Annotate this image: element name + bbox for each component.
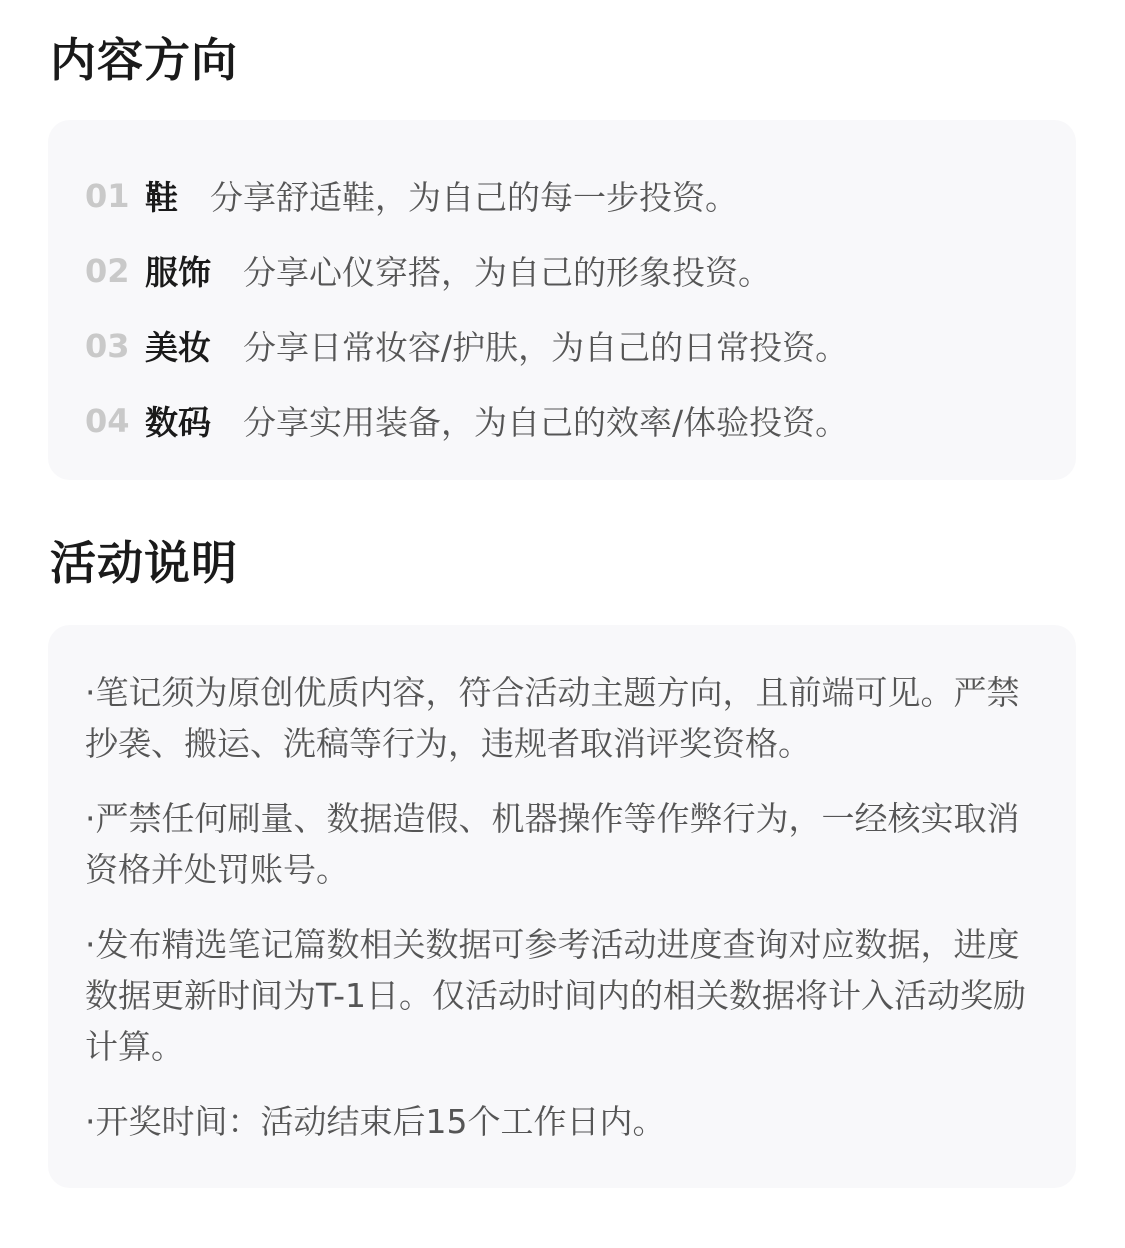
direction-description: 分享舒适鞋，为自己的每一步投资。 — [210, 178, 738, 217]
content-direction-title: 内容方向 — [50, 33, 238, 87]
rule-item-data-update: ·发布精选笔记篇数相关数据可参考活动进度查询对应数据，进度数据更新时间为T-1日。仅活动时间内的相关数据将计入活动奖励计算。 — [85, 925, 1027, 1066]
activity-rules-card — [48, 625, 1076, 1188]
direction-description: 分享心仪穿搭，为自己的形象投资。 — [243, 253, 771, 292]
direction-description: 分享实用装备，为自己的效率/体验投资。 — [243, 403, 849, 442]
rule-item-originality: ·笔记须为原创优质内容，符合活动主题方向，且前端可见。严禁抄袭、搬运、洗稿等行为，违规者取消评奖资格。 — [85, 673, 1020, 763]
direction-number: 01 — [85, 176, 130, 215]
content-direction-card — [48, 120, 1076, 480]
rule-item-award-time: ·开奖时间：活动结束后15个工作日内。 — [85, 1102, 666, 1141]
activity-rules-title: 活动说明 — [50, 536, 238, 590]
direction-item-shoes — [85, 158, 1076, 233]
direction-name: 服饰 — [145, 253, 211, 292]
direction-name: 鞋 — [145, 178, 178, 217]
direction-name: 数码 — [145, 403, 211, 442]
direction-item-beauty — [85, 308, 1076, 383]
direction-name: 美妆 — [145, 328, 211, 367]
rule-item-no-cheating: ·严禁任何刷量、数据造假、机器操作等作弊行为，一经核实取消资格并处罚账号。 — [85, 799, 1020, 889]
direction-number: 03 — [85, 326, 130, 365]
direction-item-digital — [85, 383, 1076, 458]
direction-number: 02 — [85, 251, 130, 290]
direction-description: 分享日常妆容/护肤，为自己的日常投资。 — [243, 328, 849, 367]
direction-item-apparel — [85, 233, 1076, 308]
direction-number: 04 — [85, 401, 130, 440]
